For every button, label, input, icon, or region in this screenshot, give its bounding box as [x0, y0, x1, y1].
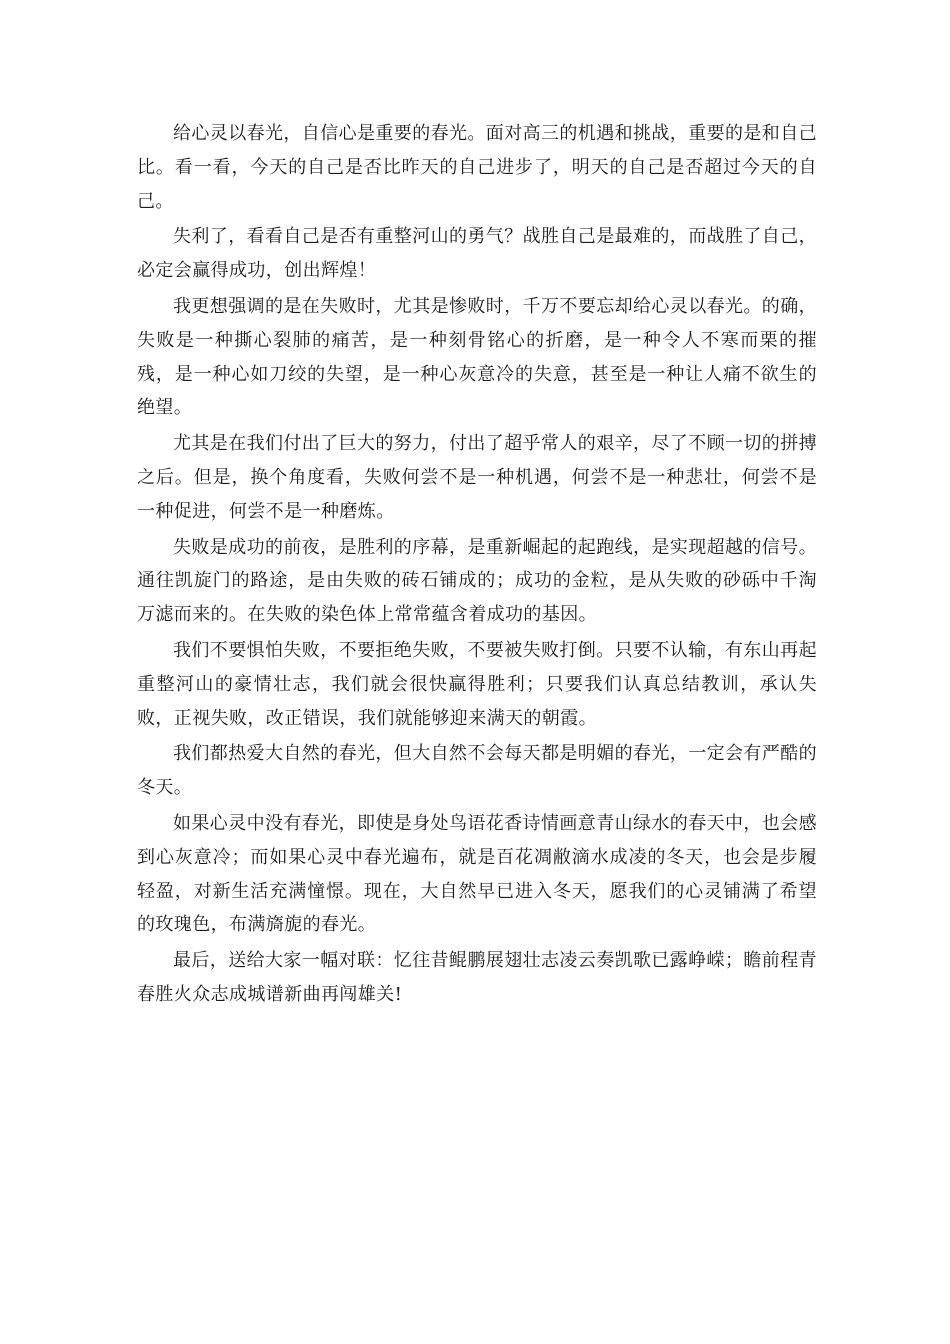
paragraph-1: 给心灵以春光，自信心是重要的春光。面对高三的机遇和挑战，重要的是和自己比。看一看，今天的自己是否比昨天的自己进步了，明天的自己是否超过今天的自己。	[137, 123, 817, 212]
paragraph-2: 失利了，看看自己是否有重整河山的勇气？战胜自己是最难的，而战胜了自己，必定会赢得成功，创出辉煌！	[137, 226, 817, 282]
document-body	[137, 117, 817, 1014]
paragraph-9: 最后，送给大家一幅对联：忆往昔鲲鹏展翅壮志凌云奏凯歌已露峥嵘；瞻前程青春胜火众志成城谱新曲再闯雄关!	[137, 950, 817, 1005]
paragraph-8: 如果心灵中没有春光，即使是身处鸟语花香诗情画意青山绿水的春天中，也会感到心灰意冷；而如果心灵中春光遍布，就是百花凋敝滴水成凌的冬天，也会是步履轻盈，对新生活充满憧憬。现在，大自然早已进入冬天，愿我们的心灵铺满了希望的玫瑰色，布满旖旎的春光。	[137, 812, 817, 936]
paragraph-7: 我们都热爱大自然的春光，但大自然不会每天都是明媚的春光，一定会有严酷的冬天。	[137, 743, 817, 799]
paragraph-6: 我们不要惧怕失败，不要拒绝失败，不要被失败打倒。只要不认输，有东山再起重整河山的豪情壮志，我们就会很快赢得胜利；只要我们认真总结教训，承认失败，正视失败，改正错误，我们就能够迎来满天的朝霞。	[137, 639, 817, 729]
paragraph-3: 我更想强调的是在失败时，尤其是惨败时，千万不要忘却给心灵以春光。的确，失败是一种撕心裂肺的痛苦，是一种刻骨铭心的折磨，是一种令人不寒而栗的摧残，是一种心如刀绞的失望，是一种心灰意冷的失意，甚至是一种让人痛不欲生的绝望。	[137, 295, 817, 419]
paragraph-4: 尤其是在我们付出了巨大的努力，付出了超乎常人的艰辛，尽了不顾一切的拼搏之后。但是，换个角度看，失败何尝不是一种机遇，何尝不是一种悲壮，何尝不是一种促进，何尝不是一种磨炼。	[137, 433, 817, 522]
paragraph-5: 失败是成功的前夜，是胜利的序幕，是重新崛起的起跑线，是实现超越的信号。通往凯旋门的路途，是由失败的砖石铺成的；成功的金粒，是从失败的砂砾中千淘万滤而来的。在失败的染色体上常常蕴含着成功的基因。	[137, 536, 817, 626]
